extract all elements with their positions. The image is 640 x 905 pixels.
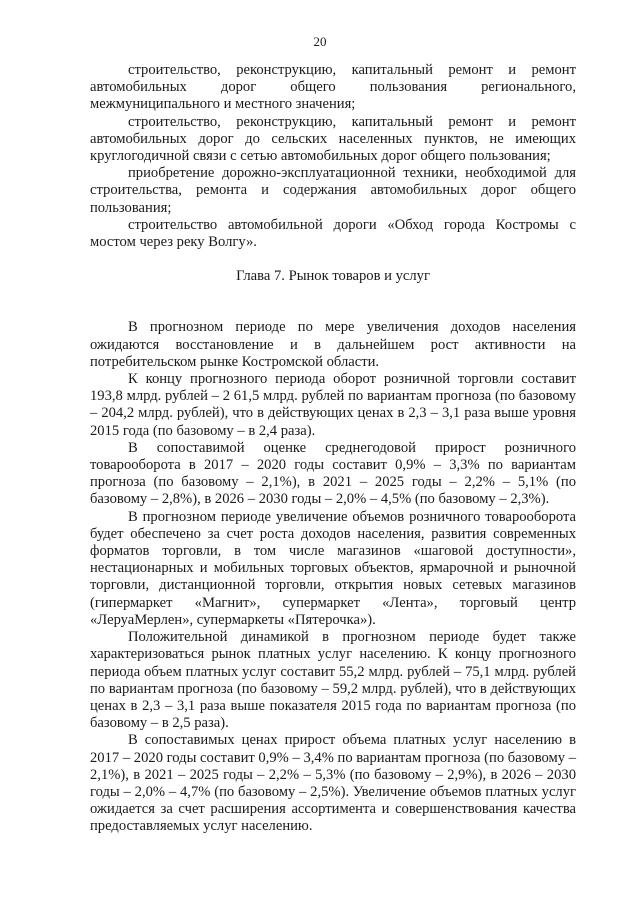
paragraph: Положительной динамикой в прогнозном периоде будет также характеризоваться рынок платных услуг населению. К концу прогнозного периода объем платных услуг составит 55,2 млрд. рублей – 75,1 млрд. рублей по вариантам прогноза (по базовому – 59,2 млрд. рублей), что в действующих ценах в 2,3 – 3,1 раза выше показателя 2015 года по вариантам прогноза (по базовому – в 2,5 раза). [90, 629, 576, 732]
paragraph: В прогнозном периоде увеличение объемов розничного товарооборота будет обеспечено за счет роста доходов населения, развития современных форматов торговли, в том числе магазинов «шаговой доступности», нестационарных и мобильных торговых объектов, ярмарочной и рыночной торговли, дистанционной торговли, открытия новых сетевых магазинов (гипермаркет «Магнит», супермаркет «Лента», торговый центр «ЛеруаМерлен», супермаркеты «Пятерочка»). [90, 508, 576, 628]
chapter-title: Глава 7. Рынок товаров и услуг [236, 268, 430, 285]
list-item: строительство автомобильной дороги «Обход города Костромы с мостом через реку Волгу». [90, 216, 576, 251]
list-item: строительство, реконструкцию, капитальный ремонт и ремонт автомобильных дорог до сельских населенных пунктов, не имеющих круглогодичной связи с сетью автомобильных дорог общего пользования; [90, 113, 576, 165]
list-item: строительство, реконструкцию, капитальный ремонт и ремонт автомобильных дорог общего пользования регионального, межмуниципального и местного значения; [90, 62, 576, 113]
list-item: приобретение дорожно-эксплуатационной техники, необходимой для строительства, ремонта и содержания автомобильных дорог общего пользования; [90, 165, 576, 216]
paragraph: К концу прогнозного периода оборот розничной торговли составит 193,8 млрд. рублей – 2 61,5 млрд. рублей по вариантам прогноза (по базовому – 204,2 млрд. рублей), что в действующих ценах в 2,3 – 3,1 раза выше уровня 2015 года (по базовому – в 2,4 раза). [90, 371, 576, 439]
paragraph: В прогнозном периоде по мере увеличения доходов населения ожидаются восстановление и в дальнейшем рост активности на потребительском рынке Костромской области. [90, 319, 576, 370]
spacer [90, 302, 576, 319]
paragraph: В сопоставимых ценах прирост объема платных услуг населению в 2017 – 2020 годы составит 0,9% – 3,4% по вариантам прогноза (по базовому – 2,1%), в 2021 – 2025 годы – 2,2% – 5,3% (по базовому – 2,9%), в 2026 – 2030 годы – 2,0% – 4,7% (по базовому – 2,5%). Увеличение объемов платных услуг ожидается за счет расширения ассортимента и совершенствования качества предоставляемых услуг населению. [90, 732, 576, 835]
page-number: 20 [313, 34, 327, 49]
document-body [90, 62, 576, 836]
paragraph: В сопоставимой оценке среднегодовой прирост розничного товарооборота в 2017 – 2020 годы составит 0,9% – 3,3% по вариантам прогноза (по базовому – 2,1%), в 2021 – 2025 годы – 2,2% – 5,1% (по базовому – 2,8%), в 2026 – 2030 годы – 2,0% – 4,5% (по базовому – 2,3%). [90, 439, 576, 508]
